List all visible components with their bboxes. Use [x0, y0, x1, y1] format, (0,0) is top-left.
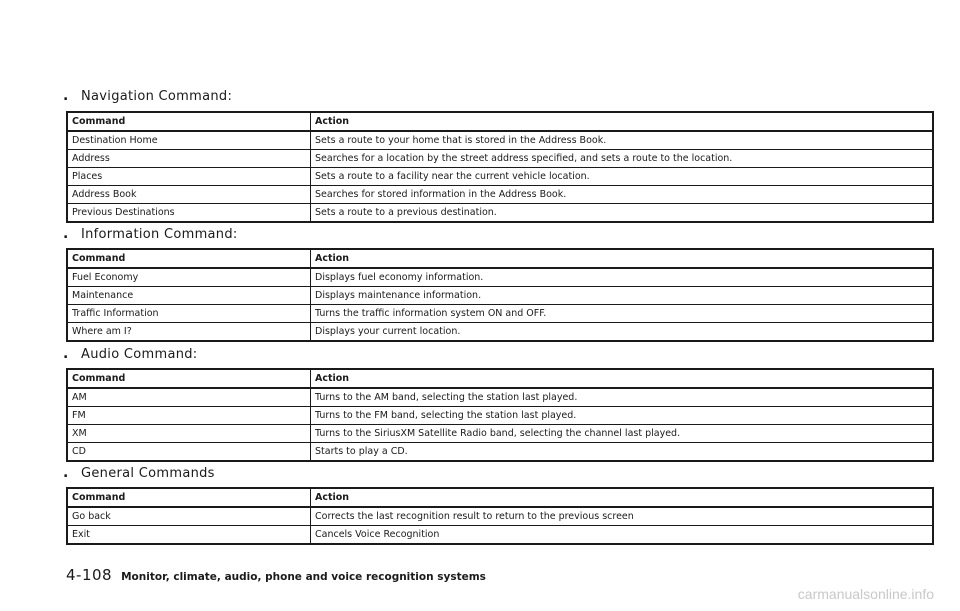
header-action: Action	[311, 369, 934, 388]
table-header-row	[67, 369, 933, 388]
table-row	[67, 425, 933, 443]
action-cell: Starts to play a CD.	[311, 443, 934, 462]
section-heading	[63, 87, 934, 105]
general-commands-section	[63, 464, 934, 540]
action-cell: Displays fuel economy information.	[311, 268, 934, 287]
action-cell: Turns to the AM band, selecting the station last played.	[311, 388, 934, 407]
command-cell: Where am I?	[67, 323, 311, 342]
table-row	[67, 443, 933, 462]
action-cell: Sets a route to your home that is stored in the Address Book.	[311, 131, 934, 150]
header-command: Command	[67, 112, 311, 131]
table-header-row	[67, 249, 933, 268]
section-title: Audio Command:	[81, 346, 198, 362]
header-action: Action	[311, 249, 934, 268]
section-heading	[63, 345, 934, 363]
navigation-command-table	[66, 111, 934, 223]
audio-command-table	[66, 368, 934, 462]
table-row	[67, 168, 933, 186]
command-cell: Previous Destinations	[67, 204, 311, 223]
action-cell: Sets a route to a previous destination.	[311, 204, 934, 223]
table-row	[67, 407, 933, 425]
table-row	[67, 186, 933, 204]
command-cell: Destination Home	[67, 131, 311, 150]
command-cell: Address	[67, 150, 311, 168]
action-cell: Searches for stored information in the Address Book.	[311, 186, 934, 204]
command-cell: Exit	[67, 526, 311, 545]
command-cell: Go back	[67, 507, 311, 526]
command-cell: FM	[67, 407, 311, 425]
action-cell: Displays maintenance information.	[311, 287, 934, 305]
command-cell: XM	[67, 425, 311, 443]
page-number: 4-108	[66, 566, 113, 584]
section-title: General Commands	[81, 465, 215, 481]
command-cell: Fuel Economy	[67, 268, 311, 287]
header-command: Command	[67, 488, 311, 507]
header-command: Command	[67, 249, 311, 268]
action-cell: Cancels Voice Recognition	[311, 526, 934, 545]
bullet: .	[63, 465, 69, 481]
table-row	[67, 388, 933, 407]
table-row	[67, 287, 933, 305]
command-cell: CD	[67, 443, 311, 462]
section-title: Navigation Command:	[81, 88, 233, 104]
information-command-section	[63, 225, 934, 337]
command-cell: Address Book	[67, 186, 311, 204]
bullet: .	[63, 88, 69, 104]
command-cell: Maintenance	[67, 287, 311, 305]
table-row	[67, 150, 933, 168]
page-footer	[66, 566, 486, 584]
table-header-row	[67, 112, 933, 131]
section-title: Information Command:	[81, 226, 238, 242]
header-command: Command	[67, 369, 311, 388]
information-command-table	[66, 248, 934, 342]
table-row	[67, 305, 933, 323]
action-cell: Turns to the SiriusXM Satellite Radio band, selecting the channel last played.	[311, 425, 934, 443]
header-action: Action	[311, 112, 934, 131]
section-heading	[63, 464, 934, 482]
bullet: .	[63, 346, 69, 362]
bullet: .	[63, 226, 69, 242]
action-cell: Corrects the last recognition result to return to the previous screen	[311, 507, 934, 526]
command-cell: Traffic Information	[67, 305, 311, 323]
command-cell: AM	[67, 388, 311, 407]
action-cell: Turns the traffic information system ON and OFF.	[311, 305, 934, 323]
table-header-row	[67, 488, 933, 507]
table-row	[67, 507, 933, 526]
action-cell: Displays your current location.	[311, 323, 934, 342]
general-commands-table	[66, 487, 934, 545]
chapter-title: Monitor, climate, audio, phone and voice recognition systems	[121, 571, 486, 583]
action-cell: Turns to the FM band, selecting the station last played.	[311, 407, 934, 425]
table-row	[67, 323, 933, 342]
audio-command-section	[63, 345, 934, 457]
action-cell: Searches for a location by the street address specified, and sets a route to the location.	[311, 150, 934, 168]
table-row	[67, 526, 933, 545]
table-row	[67, 204, 933, 223]
action-cell: Sets a route to a facility near the current vehicle location.	[311, 168, 934, 186]
command-cell: Places	[67, 168, 311, 186]
navigation-command-section	[63, 87, 934, 218]
table-row	[67, 268, 933, 287]
header-action: Action	[311, 488, 934, 507]
watermark: carmanualsonline.info	[797, 586, 934, 602]
table-row	[67, 131, 933, 150]
section-heading	[63, 225, 934, 243]
